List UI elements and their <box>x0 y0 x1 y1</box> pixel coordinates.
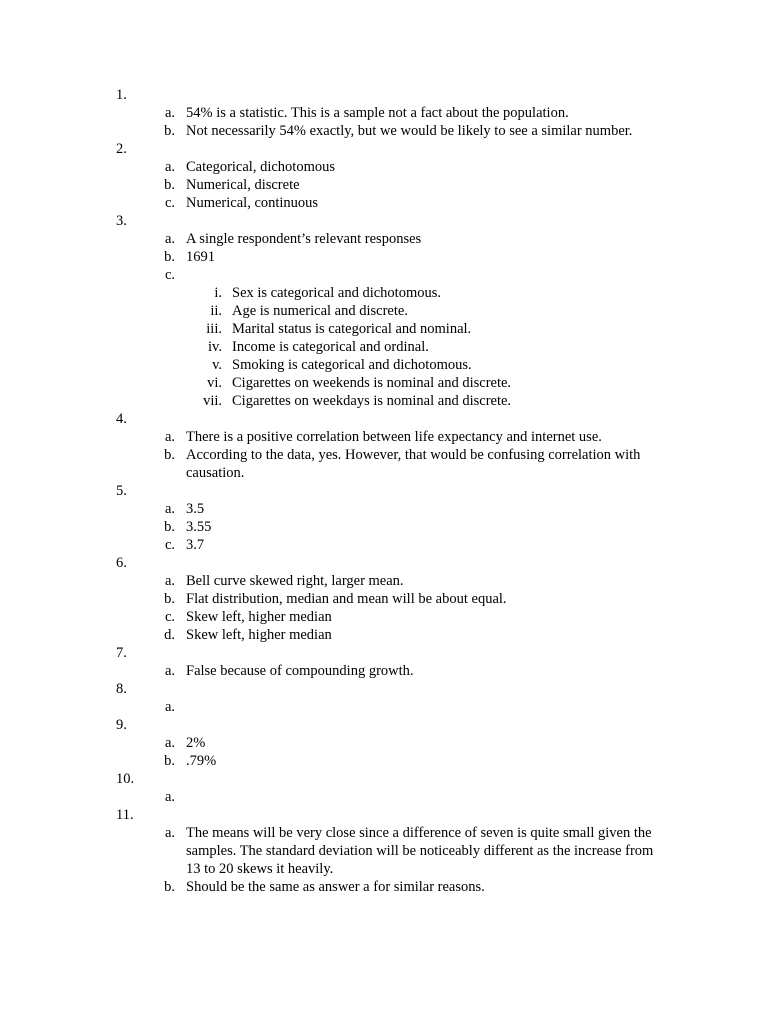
answer-item <box>0 536 768 554</box>
answer-item <box>0 518 768 536</box>
question-number: 5. <box>116 483 127 499</box>
answer-marker: b. <box>164 249 175 265</box>
question-number: 7. <box>116 645 127 661</box>
sub-answer-marker: vii. <box>203 393 222 409</box>
answer-marker: b. <box>164 753 175 769</box>
answer-marker: c. <box>164 195 175 211</box>
sub-answer-marker: v. <box>212 357 222 373</box>
answer-marker: a. <box>164 735 175 751</box>
sub-answer-marker: iv. <box>208 339 222 355</box>
answer-item <box>0 122 768 140</box>
answer-item <box>0 428 768 446</box>
question-5 <box>0 482 768 500</box>
question-4 <box>0 410 768 428</box>
answer-item <box>0 698 768 716</box>
answer-item <box>0 608 768 626</box>
question-7 <box>0 644 768 662</box>
answer-item <box>0 590 768 608</box>
answer-item <box>0 572 768 590</box>
answer-text: Numerical, continuous <box>186 195 319 211</box>
question-8 <box>0 680 768 698</box>
question-number: 2. <box>116 141 127 157</box>
answer-marker: c. <box>164 267 175 283</box>
answer-item <box>0 248 768 266</box>
answer-text: Flat distribution, median and mean will be about equal. <box>186 591 507 607</box>
answer-text: Skew left, higher median <box>186 609 332 625</box>
sub-answer-marker: vi. <box>207 375 222 391</box>
answer-item <box>0 662 768 680</box>
answer-item <box>0 104 768 122</box>
question-3 <box>0 212 768 230</box>
answer-item <box>0 824 768 878</box>
answer-marker: b. <box>164 519 175 535</box>
answer-marker: a. <box>164 699 175 715</box>
sub-answer-text: Income is categorical and ordinal. <box>232 339 429 355</box>
question-10 <box>0 770 768 788</box>
question-number: 4. <box>116 411 127 427</box>
answer-text: The means will be very close since a difference of seven is quite small given the samples. The standard deviation will be noticeably different as the increase from 13 to 20 skews it heavily. <box>186 825 654 877</box>
answer-item <box>0 446 768 482</box>
answer-marker: a. <box>164 231 175 247</box>
question-number: 11. <box>116 807 134 823</box>
answer-marker: c. <box>164 537 175 553</box>
sub-answer-item <box>0 338 768 356</box>
answer-item <box>0 500 768 518</box>
answer-item <box>0 158 768 176</box>
answer-text: Should be the same as answer a for similar reasons. <box>186 879 485 895</box>
answer-text: Categorical, dichotomous <box>186 159 335 175</box>
question-number: 9. <box>116 717 127 733</box>
answer-item <box>0 878 768 896</box>
answer-sheet <box>0 86 768 896</box>
answer-marker: b. <box>164 591 175 607</box>
question-number: 8. <box>116 681 127 697</box>
answer-item <box>0 266 768 284</box>
answer-text: 1691 <box>186 249 215 265</box>
answer-text: Not necessarily 54% exactly, but we would be likely to see a similar number. <box>186 123 633 139</box>
answer-marker: a. <box>164 429 175 445</box>
answer-item <box>0 626 768 644</box>
answer-item <box>0 734 768 752</box>
answer-item <box>0 194 768 212</box>
answer-text: 3.55 <box>186 519 212 535</box>
sub-answer-marker: iii. <box>206 321 222 337</box>
answer-marker: a. <box>164 789 175 805</box>
sub-answer-text: Marital status is categorical and nominal. <box>232 321 472 337</box>
answer-marker: a. <box>164 663 175 679</box>
answer-text: A single respondent’s relevant responses <box>186 231 422 247</box>
sub-answer-item <box>0 392 768 410</box>
answer-text: .79% <box>186 753 217 769</box>
question-1 <box>0 86 768 104</box>
answer-marker: a. <box>164 573 175 589</box>
sub-answer-text: Age is numerical and discrete. <box>232 303 408 319</box>
sub-answer-text: Smoking is categorical and dichotomous. <box>232 357 472 373</box>
answer-marker: b. <box>164 177 175 193</box>
sub-answer-text: Cigarettes on weekdays is nominal and discrete. <box>232 393 512 409</box>
question-number: 6. <box>116 555 127 571</box>
sub-answer-text: Cigarettes on weekends is nominal and discrete. <box>232 375 512 391</box>
answer-marker: a. <box>164 105 175 121</box>
question-number: 10. <box>116 771 135 787</box>
question-6 <box>0 554 768 572</box>
answer-marker: a. <box>164 501 175 517</box>
answer-text: 2% <box>186 735 206 751</box>
answer-text: Skew left, higher median <box>186 627 332 643</box>
answer-text: 3.5 <box>186 501 205 517</box>
answer-marker: b. <box>164 447 175 463</box>
sub-answer-item <box>0 374 768 392</box>
answer-item <box>0 230 768 248</box>
answer-text: There is a positive correlation between life expectancy and internet use. <box>186 429 602 445</box>
sub-answer-item <box>0 356 768 374</box>
sub-answer-marker: ii. <box>210 303 222 319</box>
sub-answer-item <box>0 284 768 302</box>
answer-item <box>0 788 768 806</box>
answer-text: False because of compounding growth. <box>186 663 414 679</box>
question-9 <box>0 716 768 734</box>
answer-marker: b. <box>164 123 175 139</box>
sub-answer-item <box>0 320 768 338</box>
question-11 <box>0 806 768 824</box>
answer-marker: d. <box>164 627 175 643</box>
answer-text: 54% is a statistic. This is a sample not a fact about the population. <box>186 105 569 121</box>
question-number: 3. <box>116 213 127 229</box>
sub-answer-marker: i. <box>214 285 222 301</box>
answer-marker: a. <box>164 825 175 841</box>
question-number: 1. <box>116 87 127 103</box>
answer-item <box>0 752 768 770</box>
answer-marker: c. <box>164 609 175 625</box>
answer-marker: b. <box>164 879 175 895</box>
question-2 <box>0 140 768 158</box>
answer-text: 3.7 <box>186 537 205 553</box>
answer-text: Bell curve skewed right, larger mean. <box>186 573 404 589</box>
answer-text: Numerical, discrete <box>186 177 300 193</box>
sub-answer-text: Sex is categorical and dichotomous. <box>232 285 441 301</box>
answer-text: According to the data, yes. However, that would be confusing correlation with causation. <box>186 447 641 481</box>
sub-answer-item <box>0 302 768 320</box>
answer-marker: a. <box>164 159 175 175</box>
answer-item <box>0 176 768 194</box>
